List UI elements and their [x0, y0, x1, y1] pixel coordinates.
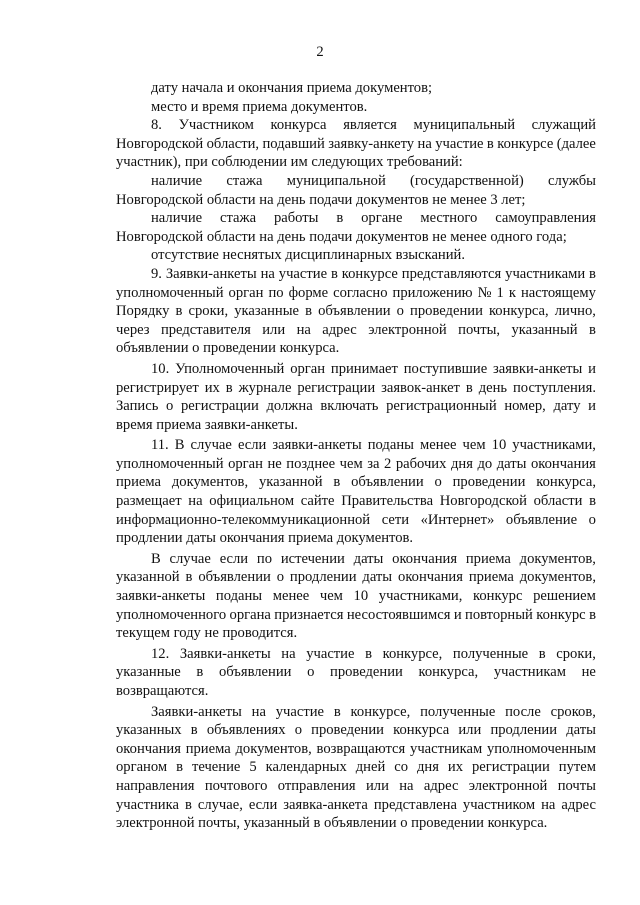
word: конкурсе,: [382, 645, 443, 662]
word: и: [588, 360, 596, 377]
word: уполномоченный: [116, 284, 224, 301]
text-line: дату начала и окончания приема документов;: [151, 80, 433, 96]
text-line: [116, 587, 596, 606]
word: участниками,: [512, 437, 596, 454]
word: случае,: [197, 796, 243, 813]
word: электронной: [368, 321, 447, 338]
word: о: [276, 569, 285, 586]
word: в: [196, 664, 204, 681]
word: окончания: [392, 550, 458, 567]
word: менее: [420, 437, 457, 454]
word: орган: [228, 284, 264, 301]
text-line: [116, 473, 596, 492]
text-line: [116, 135, 596, 154]
word: документов,: [519, 569, 596, 586]
word: Уполномоченный: [175, 360, 285, 377]
word: приема: [185, 740, 231, 757]
word: органа: [229, 606, 271, 623]
word: продлении: [490, 722, 558, 739]
word: официальном: [209, 493, 295, 510]
word: со: [394, 759, 409, 776]
word: должна: [266, 398, 313, 415]
word: области: [533, 493, 583, 510]
word: конкурса,: [536, 474, 596, 491]
text-line: [116, 172, 596, 191]
word: является: [343, 117, 397, 134]
word: в: [465, 379, 473, 396]
text-line: [116, 397, 596, 416]
word: объявлении: [198, 569, 271, 586]
word: орган: [228, 455, 263, 472]
word: дня: [450, 455, 473, 472]
word: орган: [290, 360, 326, 377]
word: согласно: [333, 284, 388, 301]
word: в: [333, 474, 341, 491]
word: представлена: [373, 796, 457, 813]
word: документов,: [519, 550, 596, 567]
word: лично,: [554, 303, 596, 320]
word: в: [589, 321, 596, 338]
word: Заявки-анкеты: [179, 645, 271, 662]
word: в: [589, 265, 596, 282]
word: о: [588, 511, 596, 528]
word: конкурса: [393, 722, 450, 739]
word: день: [478, 379, 508, 396]
word: сроков,: [550, 703, 596, 720]
word: Новгородской: [116, 135, 204, 152]
text-line: [116, 511, 596, 530]
word: проведении: [330, 664, 403, 681]
word: не: [581, 664, 596, 681]
word: в: [486, 135, 494, 152]
word: участие: [275, 703, 325, 720]
word: даты: [353, 550, 384, 567]
word: адрес: [561, 796, 596, 813]
word: 1: [496, 284, 504, 301]
word: о: [434, 474, 442, 491]
text-line: участник), при соблюдении им следующих требований:: [116, 154, 463, 171]
word: на: [417, 135, 432, 152]
word: принимает: [330, 360, 398, 377]
text-line: [116, 606, 596, 625]
word: сайте: [300, 493, 335, 510]
word: календарных: [265, 759, 347, 776]
word: в: [365, 645, 372, 662]
word: почтового: [204, 777, 268, 794]
page-number: 2: [316, 44, 324, 60]
word: 12.: [151, 645, 170, 662]
word: объявлении: [318, 303, 391, 320]
word: случае: [169, 550, 211, 567]
text-line: [116, 455, 596, 474]
word: дней: [355, 759, 386, 776]
word: участие: [435, 135, 484, 152]
text-line: отсутствие неснятых дисциплинарных взысканий.: [151, 247, 466, 264]
word: поступившие: [403, 360, 488, 377]
word: органом: [116, 759, 168, 776]
word: участие: [306, 645, 355, 662]
word: журнале: [238, 379, 292, 396]
word: информационно-телекоммуникационной: [116, 511, 371, 528]
word: о: [396, 303, 404, 320]
word: продлении: [289, 569, 357, 586]
word: до: [477, 455, 493, 472]
word: в: [589, 493, 596, 510]
word: повторный: [465, 606, 533, 623]
word: форме: [288, 284, 329, 301]
word: окончания: [398, 569, 463, 586]
word: документов,: [235, 740, 312, 757]
text-line: Новгородской области на день подачи документов не менее одного года;: [116, 228, 567, 245]
text-line: [116, 645, 596, 664]
word: Участником: [178, 117, 254, 134]
word: если: [219, 550, 249, 567]
text-line: [116, 796, 596, 815]
word: 10: [491, 437, 507, 454]
word: электронной: [468, 777, 548, 794]
word: конкурс: [536, 606, 586, 623]
word: окончания: [530, 455, 596, 472]
word: регистрации: [472, 759, 550, 776]
word: через: [116, 321, 150, 338]
word: сроки,: [188, 303, 229, 320]
text-line: [116, 663, 596, 682]
word: В: [174, 437, 185, 454]
word: на: [188, 493, 203, 510]
word: случае: [190, 437, 232, 454]
word: (далее: [556, 135, 596, 152]
word: подавший: [262, 135, 325, 152]
word: менее: [272, 588, 310, 605]
text-line: [116, 568, 596, 587]
word: работы: [273, 210, 319, 227]
word: сроки,: [556, 645, 596, 662]
word: адрес: [322, 321, 357, 338]
word: по: [268, 284, 284, 301]
word: 8.: [151, 117, 162, 134]
word: служащий: [531, 117, 596, 134]
word: дату: [553, 398, 581, 415]
word: в: [333, 703, 341, 720]
word: объявлении: [218, 664, 292, 681]
word: рабочих: [395, 455, 447, 472]
word: уполномоченный: [116, 455, 224, 472]
word: почты: [557, 777, 596, 794]
word: на: [281, 645, 296, 662]
word: указанные: [116, 664, 181, 681]
text-line: [116, 721, 596, 740]
word: окончания: [116, 740, 181, 757]
word: представителя: [160, 321, 251, 338]
word: в: [305, 303, 312, 320]
word: в: [175, 303, 183, 320]
word: решением: [533, 588, 596, 605]
word: на: [399, 777, 414, 794]
word: чем: [462, 437, 486, 454]
word: о: [166, 398, 174, 415]
word: даты: [362, 569, 393, 586]
word: участниками,: [378, 588, 463, 605]
word: Новгородской: [439, 493, 527, 510]
text-line: [116, 321, 596, 340]
word: по: [256, 550, 273, 567]
text-line: [116, 265, 596, 284]
word: включать: [320, 398, 379, 415]
word: регистрирует: [116, 379, 199, 396]
word: участником: [462, 796, 536, 813]
word: муниципальной: [286, 172, 386, 189]
word: в: [589, 606, 596, 623]
word: участникам: [410, 740, 483, 757]
word: стажа: [226, 172, 263, 189]
word: проведении: [410, 303, 483, 320]
word: адрес: [423, 777, 459, 794]
word: уполномоченным: [486, 740, 596, 757]
word: заявку-анкету: [328, 135, 415, 152]
word: приложению: [392, 284, 473, 301]
word: приема: [468, 569, 514, 586]
word: самоуправления: [495, 210, 596, 227]
word: уполномоченного: [116, 606, 227, 623]
word: Правительства: [341, 493, 434, 510]
word: конкурс: [473, 588, 523, 605]
word: заявки-анкеты: [493, 360, 583, 377]
word: путем: [558, 759, 596, 776]
word: после: [505, 703, 541, 720]
word: проведении: [452, 474, 526, 491]
word: конкурса: [270, 117, 327, 134]
word: указанной: [116, 569, 180, 586]
word: на: [296, 321, 311, 338]
text-line: [116, 703, 596, 722]
word: указанный: [511, 321, 578, 338]
word: в: [330, 265, 338, 282]
word: даты: [566, 722, 596, 739]
text-line: [116, 360, 596, 379]
text-line: текущем году не проводится.: [116, 625, 298, 642]
word: поданы: [367, 437, 414, 454]
word: в: [538, 645, 546, 662]
word: номер,: [504, 398, 546, 415]
word: несостоявшимся: [346, 606, 451, 623]
word: конкурсе: [341, 265, 398, 282]
word: полученные: [420, 703, 496, 720]
word: документов,: [171, 474, 249, 491]
word: участника: [116, 796, 179, 813]
word: сети: [381, 511, 410, 528]
word: 10: [353, 588, 369, 605]
word: размещает: [116, 493, 182, 510]
word: дня: [417, 759, 439, 776]
word: заявка-анкета: [283, 796, 368, 813]
word: приема: [116, 474, 162, 491]
word: чем: [339, 455, 363, 472]
text-line: [116, 777, 596, 796]
word: Запись: [116, 398, 159, 415]
word: поданы: [215, 588, 263, 605]
word: поступления.: [513, 379, 596, 396]
text-line: место и время приема документов.: [151, 98, 368, 115]
word: конкурса,: [418, 664, 479, 681]
word: на: [541, 796, 556, 813]
text-line: возвращаются.: [116, 683, 209, 699]
word: их: [204, 379, 220, 396]
word: и: [588, 398, 596, 415]
word: отправления: [277, 777, 356, 794]
word: муниципальный: [413, 117, 516, 134]
word: объявлениях: [206, 722, 286, 739]
word: В: [151, 550, 161, 567]
word: области,: [206, 135, 260, 152]
word: 2: [384, 455, 392, 472]
word: 10.: [151, 360, 170, 377]
word: участникам: [493, 664, 566, 681]
word: конкурсе,: [350, 703, 411, 720]
word: на: [260, 265, 275, 282]
document-body: [116, 79, 596, 833]
word: если: [248, 796, 278, 813]
word: за: [367, 455, 380, 472]
word: регистрации: [297, 379, 376, 396]
word: в: [176, 759, 183, 776]
word: полученные: [452, 645, 529, 662]
word: или: [365, 777, 389, 794]
word: признается: [274, 606, 344, 623]
word: позднее: [286, 455, 336, 472]
word: не: [267, 455, 282, 472]
word: заявок-анкет: [381, 379, 460, 396]
word: чем: [319, 588, 343, 605]
word: конкурса,: [488, 303, 549, 320]
word: на: [251, 703, 266, 720]
word: Заявки-анкеты: [165, 265, 257, 282]
word: настоящему: [520, 284, 596, 301]
text-line: [116, 379, 596, 398]
word: заявки-анкеты: [272, 437, 362, 454]
text-line: [116, 436, 596, 455]
word: возвращаются: [316, 740, 406, 757]
word: объявление: [505, 511, 578, 528]
text-line: [116, 209, 596, 228]
word: 5: [249, 759, 257, 776]
word: регистрационный: [386, 398, 497, 415]
word: (государственной): [410, 172, 524, 189]
word: направления: [116, 777, 195, 794]
text-line: время приема заявки-анкеты.: [116, 416, 298, 433]
word: местного: [420, 210, 478, 227]
word: и: [453, 606, 462, 623]
word: Заявки-анкеты: [151, 703, 242, 720]
word: если: [237, 437, 267, 454]
text-line: [116, 492, 596, 511]
word: в: [185, 569, 193, 586]
word: к: [508, 284, 516, 301]
word: приема: [465, 550, 511, 567]
word: участие: [278, 265, 328, 282]
word: объявлении: [351, 474, 424, 491]
word: истечении: [280, 550, 345, 567]
word: или: [262, 321, 286, 338]
word: указанные: [234, 303, 300, 320]
word: наличие: [151, 210, 203, 227]
word: проведении: [311, 722, 384, 739]
word: или: [458, 722, 482, 739]
text-line: [116, 284, 596, 303]
word: 11.: [151, 437, 169, 454]
word: заявки-анкеты: [116, 588, 206, 605]
word: о: [307, 664, 315, 681]
word: их: [447, 759, 464, 776]
word: в: [190, 722, 198, 739]
word: течение: [191, 759, 241, 776]
word: регистрации: [181, 398, 259, 415]
word: органе: [361, 210, 403, 227]
text-line: электронной почты, указанный в объявлении о проведении конкурса.: [116, 815, 548, 832]
word: почты,: [458, 321, 501, 338]
word: представляются: [401, 265, 502, 282]
word: 9.: [151, 265, 162, 282]
text-line: [116, 116, 596, 135]
word: в: [225, 379, 233, 396]
text-line: продлении даты окончания приема документов.: [116, 530, 414, 547]
word: службы: [548, 172, 596, 189]
text-line: объявлении о проведении конкурса.: [116, 340, 340, 357]
word: Порядку: [116, 303, 170, 320]
word: даты: [496, 455, 527, 472]
text-line: [116, 302, 596, 321]
word: в: [336, 210, 344, 227]
word: указанной: [258, 474, 323, 491]
word: стажа: [220, 210, 257, 227]
word: №: [477, 284, 492, 301]
word: наличие: [151, 172, 203, 189]
text-line: Новгородской области на день подачи документов не менее 3 лет;: [116, 191, 526, 208]
word: «Интернет»: [420, 511, 495, 528]
word: указанных: [116, 722, 182, 739]
word: в: [184, 796, 192, 813]
text-line: [116, 740, 596, 759]
word: участниками: [505, 265, 586, 282]
text-line: [116, 550, 596, 569]
text-line: [116, 758, 596, 777]
word: конкурсе: [497, 135, 554, 152]
word: о: [294, 722, 302, 739]
